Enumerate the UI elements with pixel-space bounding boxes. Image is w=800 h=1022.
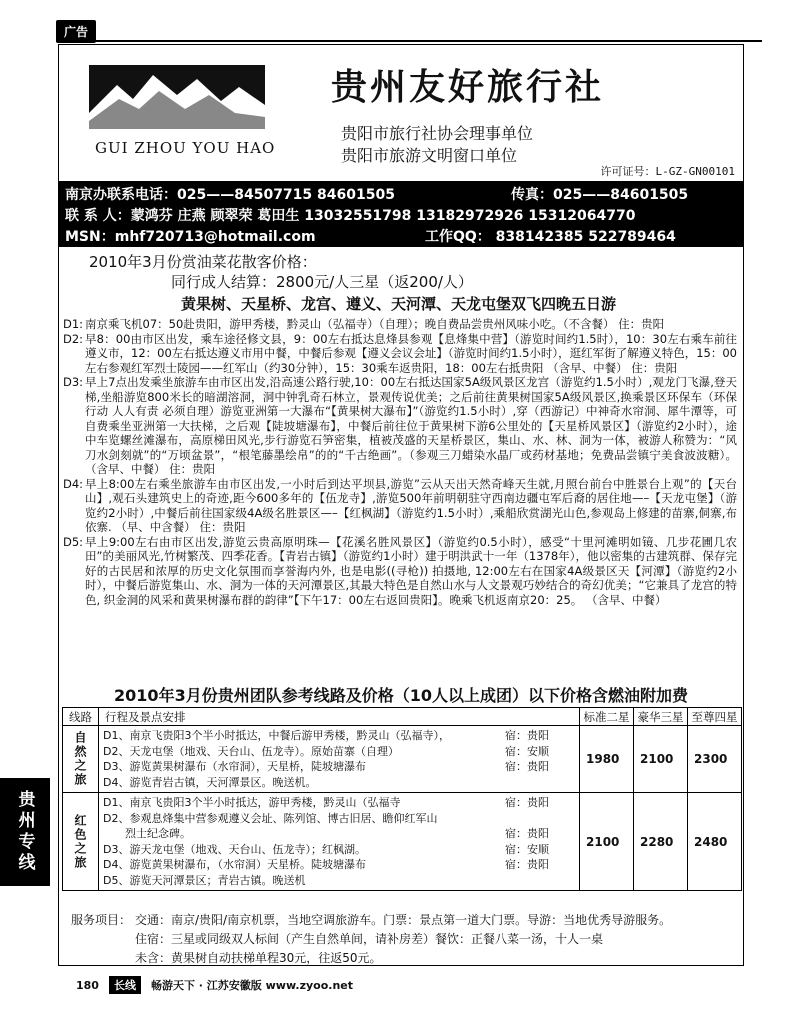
page-number: 180 [76, 978, 99, 992]
item-text: D2、参观息烽集中营参观遵义会址、陈列馆、博古旧居、瞻仰红军山 [103, 811, 438, 825]
schedule-item [103, 811, 575, 827]
item-text: D5、游览天河潭景区；青岩古镇。晚送机 [103, 873, 306, 887]
agency-name: 贵州友好旅行社 [331, 67, 605, 108]
day-text: 早上8:00左右乘坐旅游车由市区出发,一小时后到达平坝县,游览”云从天出天然奇峰天生就,月照台前台中胜景台上观”的【天台山】,观石头建筑史上的奇迹,距今600多年的【伍龙寺】,游览500年前明朝驻守西南边疆屯军后裔的居住地—–【天龙屯堡】（游览约2小时）,中餐后前往国家级4A级名胜景区—–【红枫湖】（游览约1.5小时）,乘船欣赏湖光山色,参观岛上修建的苗寨,侗寨,布依寨. （早、中含餐） 住：贵阳 [85, 476, 737, 534]
section-label: 长线 [109, 976, 141, 994]
contact-people: 联 系 人：蒙鸿芬 庄燕 顾翠荣 葛田生 13032551798 13182972926 15312064770 [65, 208, 636, 224]
route-name: 自然之旅 [63, 726, 99, 793]
mountain-logo-icon [89, 65, 265, 129]
itinerary-day [59, 332, 743, 376]
table-header-row [63, 708, 742, 726]
schedule-item [103, 873, 575, 889]
service-line-3: 未含：黄果树自动扶梯单程30元，往返50元。 [135, 951, 382, 965]
day-label: D3: [63, 375, 84, 389]
intro-line-1: 2010年3月份赏油菜花散客价格： [89, 253, 317, 271]
table-row [63, 793, 742, 891]
service-line-1: 交通：南京/贵阳/南京机票，当地空调旅游车。门票：景点第一道大门票。导游：当地优秀导游服务。 [135, 913, 672, 927]
itinerary-day [59, 375, 743, 477]
item-stay [505, 873, 575, 889]
ad-tag: 广告 [56, 20, 96, 43]
item-text: D2、天龙屯堡（地戏、天台山、伍龙寺）。原始苗寨（自理） [103, 744, 399, 758]
agency-header [59, 45, 743, 179]
day-label: D1: [63, 317, 84, 331]
price-premium: 2300 [688, 726, 742, 793]
service-row [71, 930, 671, 949]
item-text: D1、南京飞贵阳3个半小时抵达，游甲秀楼，黔灵山（弘福寺 [103, 796, 401, 809]
fax-line: 传真：025——84601505 [511, 187, 689, 203]
schedule-item [103, 759, 575, 775]
side-tab: 贵州专线 [0, 778, 50, 886]
day-text: 早8：00由市区出发，乘车途径修文县，9：00左右抵达息烽县参观【息烽集中营】（游览时间约1.5时），10：30左右乘车前往遵义市，12：00左右抵达遵义市用中餐，中餐后参观【遵义会议会址】（游览时间约1.5小时），逛红军街了解遵义特色，15：00左右参观红军烈士陵园——红军山（约30分钟），15：30乘车返贵阳，18：00左右抵贵阳 （含早、中餐） 住：贵阳 [85, 331, 737, 375]
price-standard: 1980 [580, 726, 634, 793]
itinerary-day [59, 535, 743, 608]
route-price-table [62, 707, 742, 891]
route-schedule [99, 726, 580, 793]
msn-line: MSN：mhf720713@hotmail.com [65, 229, 316, 245]
intro-line-3: 黄果树、天星桥、龙宫、遵义、天河潭、天龙屯堡双飞四晚五日游 [181, 295, 617, 313]
service-line-2: 住宿：三星或同级双人标间（产生自然单间，请补房差）餐饮：正餐八菜一汤，十人一桌 [135, 932, 604, 946]
group-tour-heading: 2010年3月份贵州团队参考线路及价格（10人以上成团）以下价格含燃油附加费 [114, 686, 688, 705]
item-stay: 宿：贵阳 [505, 796, 549, 809]
price-deluxe: 2100 [634, 726, 688, 793]
item-stay: 宿：安顺 [505, 842, 549, 856]
item-text: D4、游览黄果树瀑布，（水帘洞）天星桥。陡坡塘瀑布 [103, 858, 366, 871]
spacer [71, 930, 135, 949]
item-stay [505, 775, 575, 791]
header-standard: 标准二星 [580, 708, 634, 726]
day-text: 早上7点出发乘坐旅游车由市区出发,沿高速公路行驶,10：00左右抵达国家5A级风景区龙宫（游览约1.5小时）,观龙门飞瀑,登天梯,坐船游览800米长的暗湖溶洞，洞中钟乳奇石林立，景观传说优美；之后前往黄果树国家5A级风景区,换乘景区环保车（环保行动 人人有责 必须自理）游览亚洲第一大瀑布“【黄果树大瀑布】”（游览约1.5小时）,穿（西游记）中神奇水帘洞、犀牛潭等，可自费乘坐亚洲第一大扶梯，之后观【陡坡塘瀑布】，中餐后前往位于黄果树下游6公里处的【天星桥风景区】（游览约2小时），途中车览螺丝滩瀑布，高原梯田风光,步行游览石笋密集，植被茂盛的天星桥景区，集山、水、林、洞为一体，被游人称赞为：“风刀水剑刻就”的“万顷盆景”，“根笔藤墨绘帛”的的“千古绝画”。（参观三刀蜡染水晶厂或药材基地；免费品尝镇宁美食波波糖）。 （含早、中餐） 住：贵阳 [85, 375, 737, 476]
service-row [71, 911, 671, 930]
header-route: 线路 [63, 708, 99, 726]
itinerary-day [59, 317, 743, 332]
item-stay [505, 811, 575, 827]
schedule-item [103, 728, 575, 744]
intro-line-2: 同行成人结算：2800元/人三星（返200/人） [171, 273, 473, 291]
item-stay: 宿：贵阳 [505, 760, 549, 773]
item-text: D4、游览青岩古镇，天河潭景区。晚送机。 [103, 775, 317, 789]
logo-text: GUI ZHOU YOU HAO [95, 139, 276, 157]
services-section [71, 911, 671, 968]
price-deluxe: 2280 [634, 793, 688, 891]
item-text: D3、游天龙屯堡（地戏、天台山、伍龙寺）；红枫湖。 [103, 842, 366, 856]
spacer [71, 949, 135, 968]
header-premium: 至尊四星 [688, 708, 742, 726]
item-stay: 宿：贵阳 [505, 858, 549, 871]
item-stay: 宿：贵阳 [505, 827, 549, 840]
license-number: 许可证号：L-GZ-GN00101 [600, 165, 735, 178]
item-stay: 宿：贵阳 [505, 729, 549, 742]
publication-name: 畅游天下 · 江苏安徽版 www.zyoo.net [150, 979, 354, 992]
day-text: 早上9:00左右由市区出发,游览云贵高原明珠—【花溪名胜风景区】（游览约0.5小时），感受“十里河滩明如镜、几步花圃几农田”的美丽风光,竹树繁茂、四季花香。【青岩古镇】（游览约1小时）建于明洪武十一年（1378年），他以密集的古建筑群、保存完好的古民居和浓厚的历史文化氛围而享誉海内外, 也是电影((寻枪)) 拍摄地, 12:00左右在国家4A级景区天【河潭】（游览约2小时），中餐后游览集山、水、洞为一体的天河潭景区,其最大特色是自然山水与人文景观巧妙结合的奇幻优美；“它兼具了龙宫的特色, 织金洞的风采和黄果树瀑布群的韵律”【下午17：00左右返回贵阳】。晚乘飞机返南京20：25。 （含早、中餐） [85, 534, 737, 607]
schedule-item [103, 744, 575, 760]
day-label: D4: [63, 476, 84, 491]
item-text: D1、南京飞贵阳3个半小时抵达，中餐后游甲秀楼，黔灵山（弘福寺）， [103, 729, 450, 742]
services-label: 服务项目： [71, 913, 132, 927]
itinerary [59, 317, 743, 607]
price-standard: 2100 [580, 793, 634, 891]
item-text: 烈士纪念碑。 [125, 827, 191, 840]
itinerary-day [59, 477, 743, 535]
page-footer [76, 976, 353, 994]
schedule-item [103, 826, 575, 842]
qq-line: 工作QQ： 838142385 522789464 547079223 [425, 229, 676, 262]
advertisement-frame [58, 44, 744, 966]
table-row [63, 726, 742, 793]
top-rule [56, 40, 762, 42]
route-schedule [99, 793, 580, 891]
membership-line-1: 贵阳市旅行社协会理事单位 [341, 124, 534, 143]
day-label: D2: [63, 331, 84, 346]
day-text: 南京乘飞机07：50赴贵阳，游甲秀楼，黔灵山（弘福寺）（自理）；晚自费品尝贵州风味小吃。（不含餐） 住：贵阳 [85, 317, 665, 331]
schedule-item [103, 842, 575, 858]
price-premium: 2480 [688, 793, 742, 891]
header-schedule: 行程及景点安排 [99, 708, 580, 726]
route-name: 红色之旅 [63, 793, 99, 891]
item-text: D3、游览黄果树瀑布（水帘洞），天星桥，陡坡塘瀑布 [103, 760, 366, 773]
phone-line: 南京办联系电话：025——84507715 84601505 [65, 187, 395, 203]
schedule-item [103, 857, 575, 873]
item-stay: 宿：安顺 [505, 744, 549, 758]
header-deluxe: 豪华三星 [634, 708, 688, 726]
service-row [71, 949, 671, 968]
schedule-item [103, 775, 575, 791]
membership-line-2: 贵阳市旅游文明窗口单位 [341, 146, 518, 165]
day-label: D5: [63, 534, 84, 549]
schedule-item [103, 795, 575, 811]
